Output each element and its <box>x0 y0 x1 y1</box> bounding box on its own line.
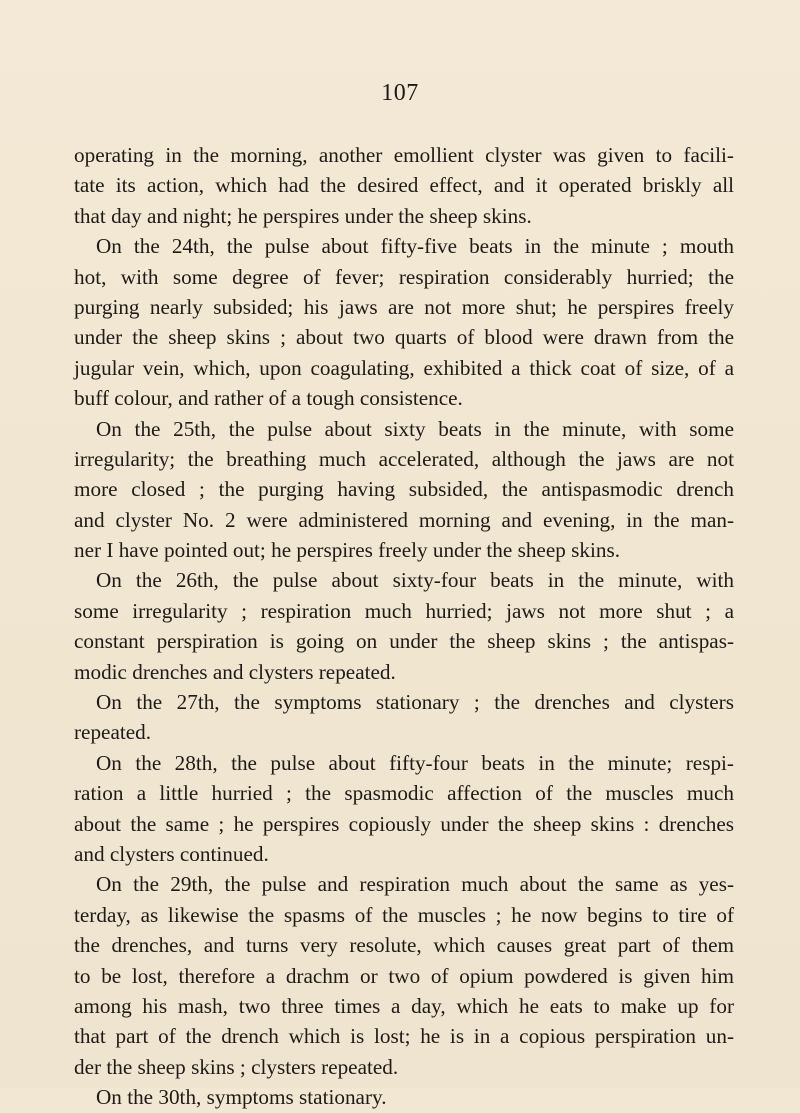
text-line: and clysters continued. <box>74 841 269 866</box>
text-line: operating in the morning, another emollient clyster was given to facili- <box>74 143 734 167</box>
paragraph-start-line: On the 28th, the pulse about fifty-four beats in the minute; respi- <box>96 750 734 775</box>
paragraph-start-line: On the 24th, the pulse about fifty-five beats in the minute ; mouth <box>96 234 734 259</box>
text-line: terday, as likewise the spasms of the muscles ; he now begins to tire of <box>74 902 734 927</box>
text-line: among his mash, two three times a day, which he eats to make up for <box>74 993 734 1018</box>
text-line: ration a little hurried ; the spasmodic affection of the muscles much <box>74 781 734 806</box>
text-line: some irregularity ; respiration much hurried; jaws not more shut ; a <box>74 598 734 623</box>
text-line: that day and night; he perspires under the sheep skins. <box>74 203 532 228</box>
text-line: modic drenches and clysters repeated. <box>74 659 396 684</box>
text-line: constant perspiration is going on under the sheep skins ; the antispas- <box>74 629 734 654</box>
text-line: more closed ; the purging having subsided, the antispasmodic drench <box>74 477 734 502</box>
text-line: purging nearly subsided; his jaws are not more shut; he perspires freely <box>74 294 734 319</box>
text-line: irregularity; the breathing much accelerated, although the jaws are not <box>74 446 734 471</box>
text-line: hot, with some degree of fever; respiration considerably hurried; the <box>74 264 734 289</box>
page-number: 107 <box>381 80 419 106</box>
text-line: to be lost, therefore a drachm or two of opium powdered is given him <box>74 963 734 988</box>
body-text <box>74 140 734 1113</box>
text-line: buff colour, and rather of a tough consistence. <box>74 386 463 411</box>
paragraph-start-line: On the 26th, the pulse about sixty-four beats in the minute, with <box>96 568 734 593</box>
text-line: about the same ; he perspires copiously under the sheep skins : drenches <box>74 811 734 836</box>
text-line: the drenches, and turns very resolute, which causes great part of them <box>74 933 734 958</box>
paragraph-start-line: On the 29th, the pulse and respiration much about the same as yes- <box>96 872 734 897</box>
text-line: ner I have pointed out; he perspires freely under the sheep skins. <box>74 538 620 563</box>
text-line: tate its action, which had the desired effect, and it operated briskly all <box>74 173 734 198</box>
text-line: jugular vein, which, upon coagulating, exhibited a thick coat of size, of a <box>74 355 734 380</box>
paragraph-start-line: On the 25th, the pulse about sixty beats in the minute, with some <box>96 416 734 441</box>
paragraph-start-line: On the 27th, the symptoms stationary ; the drenches and clysters <box>96 690 734 715</box>
text-line: and clyster No. 2 were administered morning and evening, in the man- <box>74 507 734 532</box>
text-line: der the sheep skins ; clysters repeated. <box>74 1054 399 1079</box>
text-line: repeated. <box>74 720 152 745</box>
text-line: that part of the drench which is lost; he is in a copious perspiration un- <box>74 1024 734 1049</box>
paragraph-start-line: On the 30th, symptoms stationary. <box>96 1085 387 1110</box>
text-line: under the sheep skins ; about two quarts of blood were drawn from the <box>74 325 734 350</box>
